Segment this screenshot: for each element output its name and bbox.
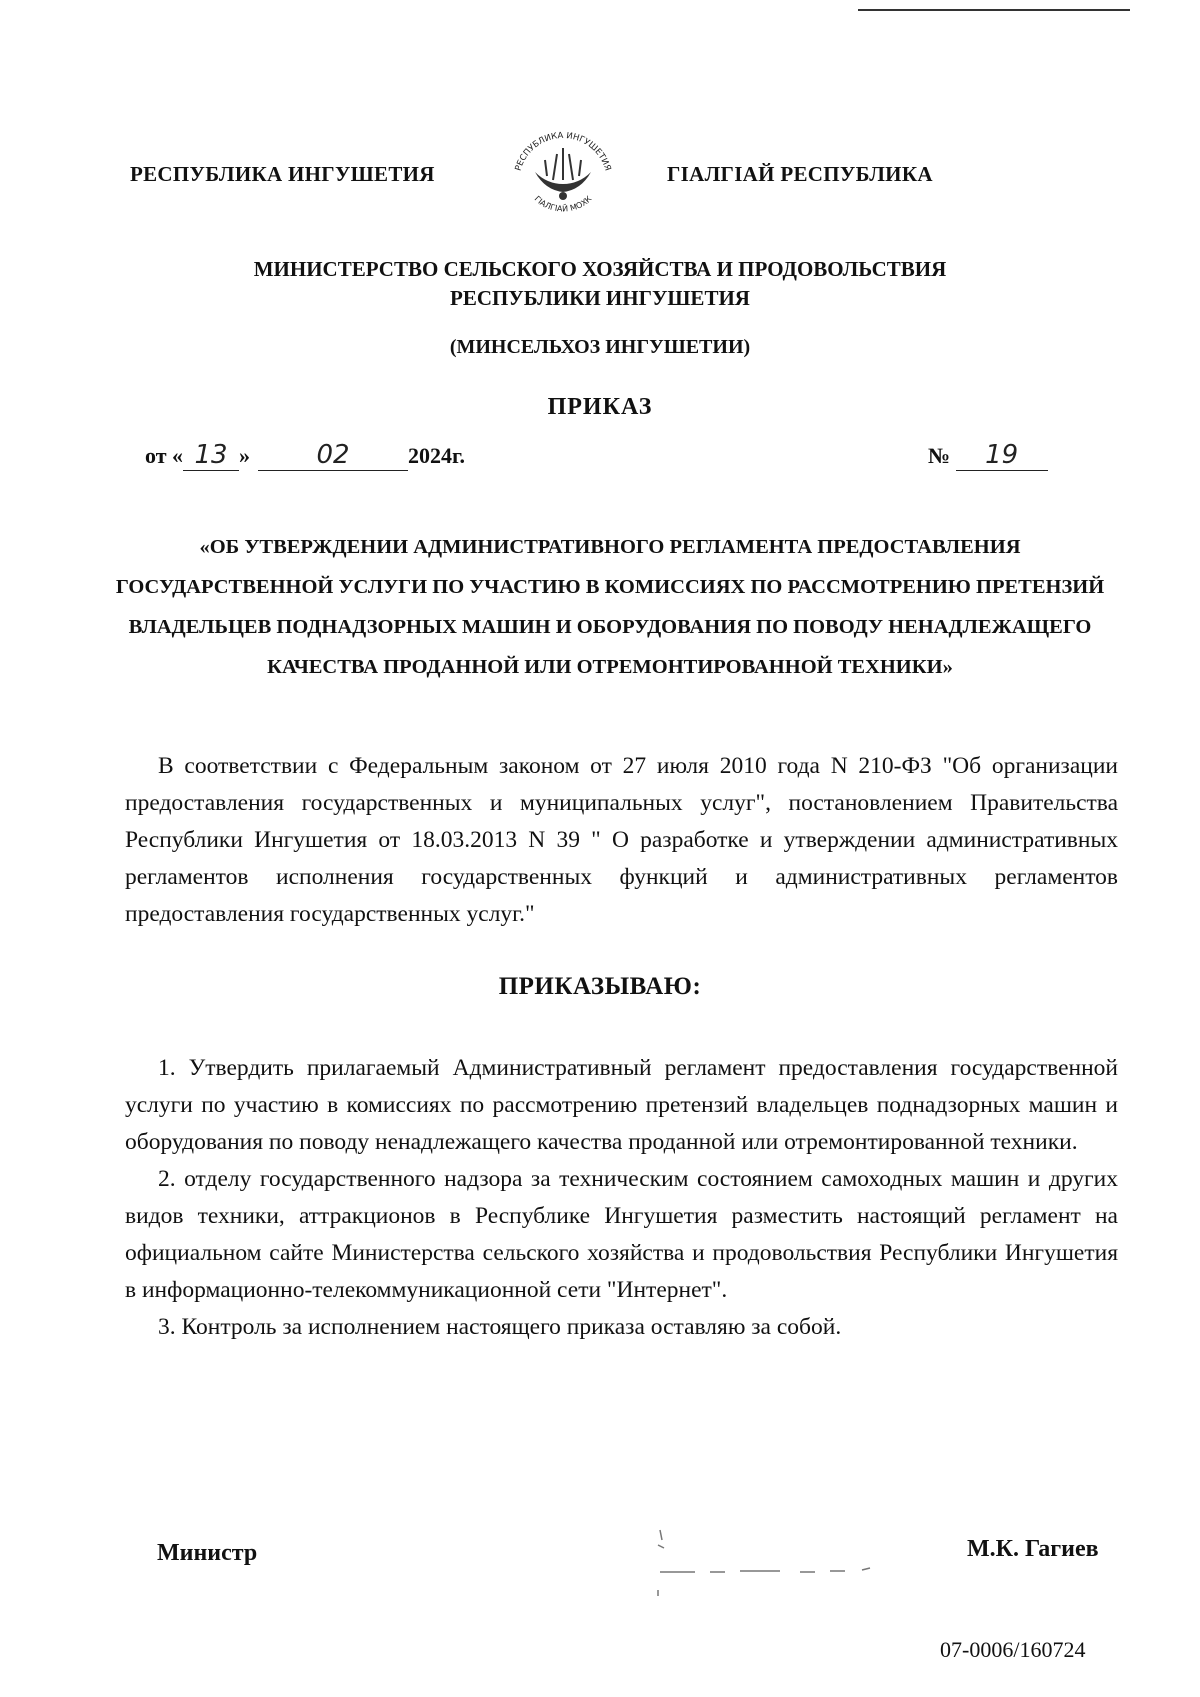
ministry-line-1: МИНИСТЕРСТВО СЕЛЬСКОГО ХОЗЯЙСТВА И ПРОДОВОЛЬСТВИЯ [253, 257, 947, 281]
top-rule [858, 9, 1130, 11]
ministry-short-name: (МИНСЕЛЬХОЗ ИНГУШЕТИИ) [449, 336, 751, 358]
date-month: 02 [258, 440, 408, 471]
emblem-bottom-text: ГIАЛГIАЙ МОХК [532, 194, 594, 214]
ministry-line-2: РЕСПУБЛИКИ ИНГУШЕТИЯ [450, 286, 750, 310]
preamble [125, 748, 1118, 933]
ministry-name [0, 255, 1200, 313]
date-prefix: от « [145, 443, 184, 468]
date-year: 2024г. [408, 443, 466, 468]
document-title: ПРИКАЗ [547, 394, 653, 420]
emblem-icon [505, 120, 621, 220]
decree-heading: ПРИКАЗЫВАЮ: [498, 973, 702, 1000]
date-day: 13 [183, 440, 239, 471]
order-date [145, 440, 465, 471]
header-republic-ru: РЕСПУБЛИКА ИНГУШЕТИЯ [130, 162, 435, 186]
number-label: № [928, 443, 951, 468]
signatory-position: Министр [157, 1540, 258, 1566]
preamble-text: В соответствии с Федеральным законом от 27 июля 2010 года N 210-ФЗ "Об организации предоставления государственных и муниципальных услуг", постановлением Правительства Республики Ингушетия от 18.03.2013 N 39 " О разработке и утверждении административных регламентов исполнения государственных функций и административных регламентов предоставления государственных услуг." [125, 753, 1118, 927]
order-item-1: 1. Утвердить прилагаемый Административный регламент предоставления государственной услуги по участию в комиссиях по рассмотрению претензий владельцев поднадзорных машин и оборудования по поводу ненадлежащего качества проданной или отремонтированной техники. [125, 1055, 1118, 1155]
signature-marks [650, 1510, 950, 1600]
order-item-2: 2. отделу государственного надзора за техническим состоянием самоходных машин и других видов техники, аттракционов в Республике Ингушетия разместить настоящий регламент на официальном сайте Министерства сельского хозяйства и продовольствия Республики Ингушетия в информационно-телекоммуникационной сети "Интернет". [125, 1166, 1118, 1303]
document-code: 07-0006/160724 [940, 1637, 1086, 1662]
order-items [125, 1050, 1118, 1346]
emblem-top-text: РЕСПУБЛИКА ИНГУШЕТИЯ [513, 130, 613, 173]
signatory-name: М.К. Гагиев [967, 1536, 1099, 1562]
order-subject: «ОБ УТВЕРЖДЕНИИ АДМИНИСТРАТИВНОГО РЕГЛАМЕНТА ПРЕДОСТАВЛЕНИЯ ГОСУДАРСТВЕННОЙ УСЛУГИ ПО УЧАСТИЮ В КОМИССИЯХ ПО РАССМОТРЕНИЮ ПРЕТЕНЗИЙ ВЛАДЕЛЬЦЕВ ПОДНАДЗОРНЫХ МАШИН И ОБОРУДОВАНИЯ ПО ПОВОДУ НЕНАДЛЕЖАЩЕГО КАЧЕСТВА ПРОДАННОЙ ИЛИ ОТРЕМОНТИРОВАННОЙ ТЕХНИКИ» [115, 536, 1105, 678]
order-item-3: 3. Контроль за исполнением настоящего приказа оставляю за собой. [158, 1314, 842, 1340]
date-mid: » [239, 443, 251, 468]
order-number [928, 440, 1048, 471]
number-value: 19 [956, 440, 1048, 471]
header-republic-ing: ГIАЛГIАЙ РЕСПУБЛИКА [667, 162, 933, 186]
